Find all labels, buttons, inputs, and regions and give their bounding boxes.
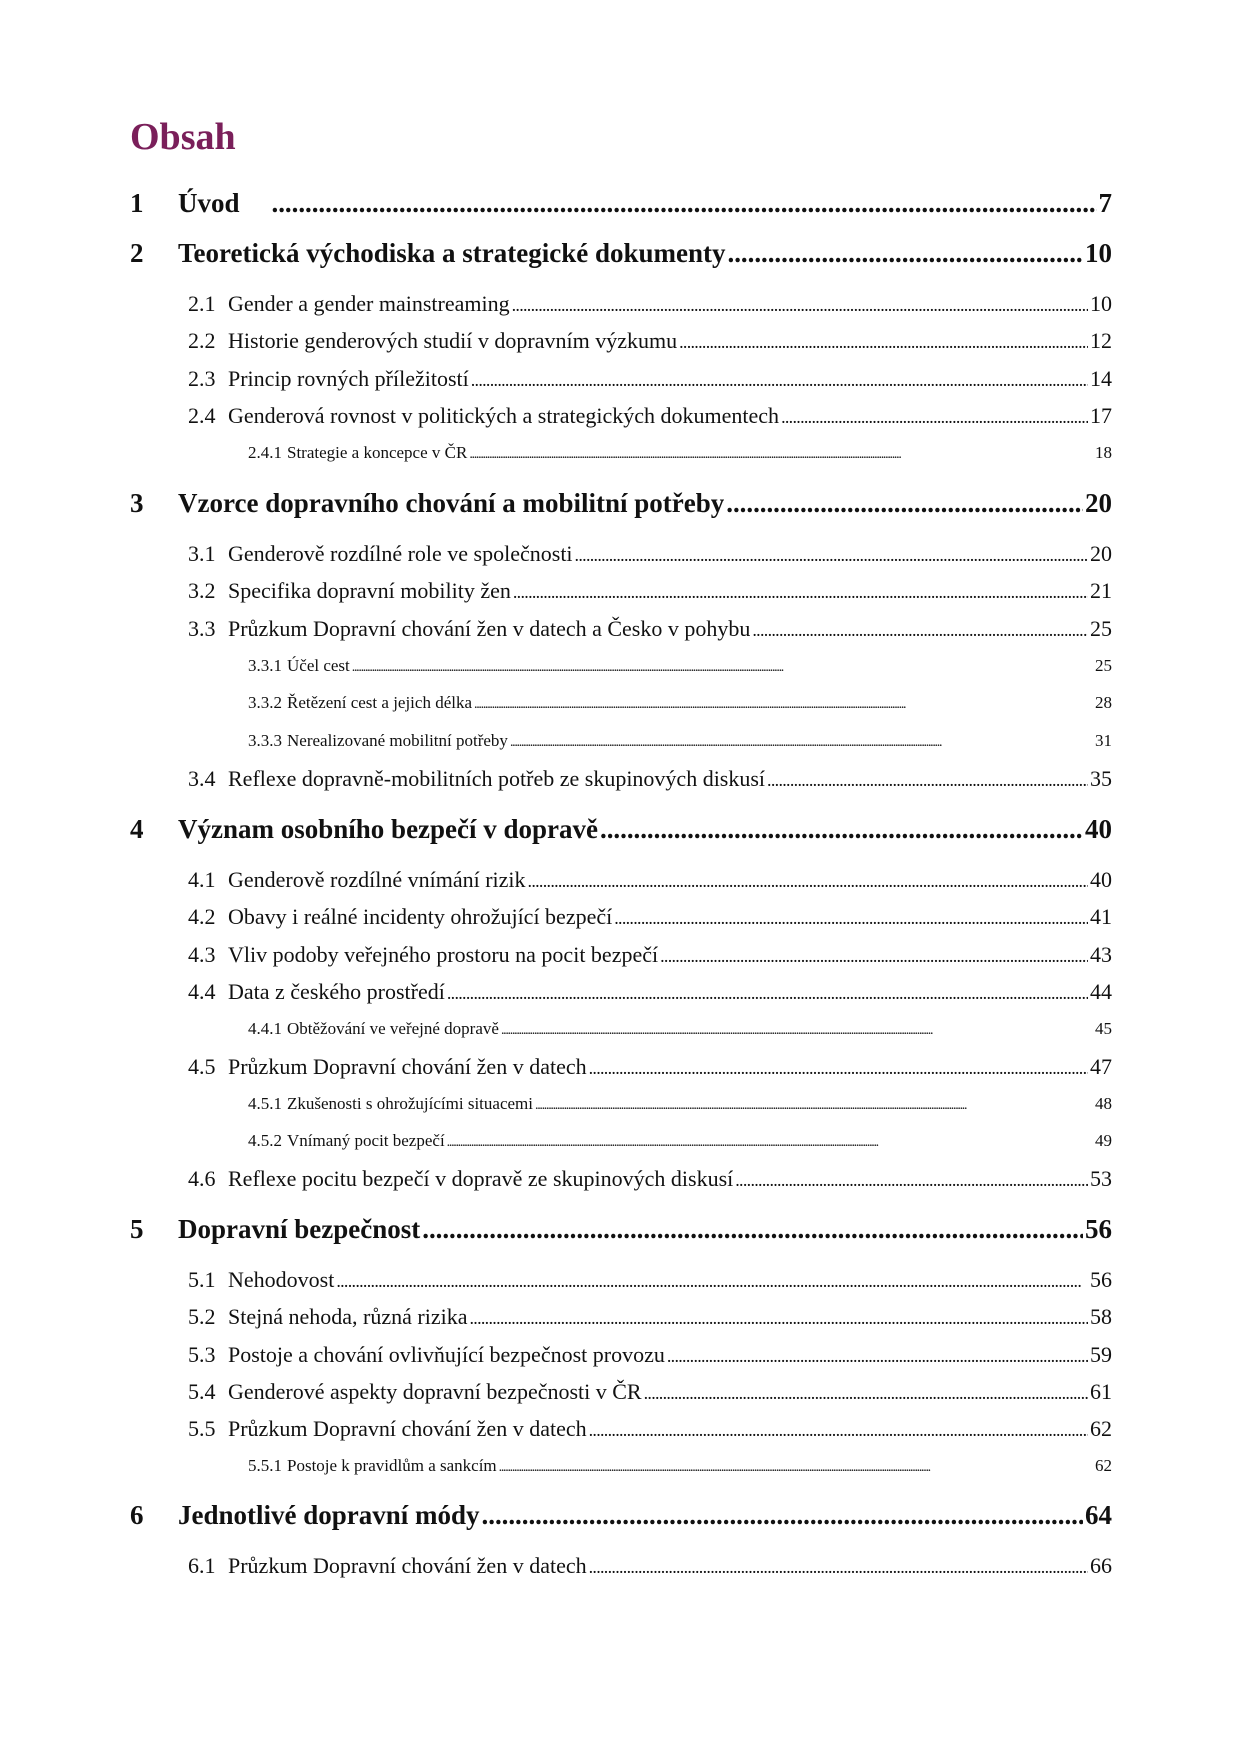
toc-entry-label: Genderově rozdílné role ve společnosti: [228, 541, 573, 566]
toc-entry[interactable]: [130, 867, 1112, 893]
toc-entry-page: 17: [1090, 403, 1112, 428]
toc-entry-number: 3.3.3: [248, 731, 282, 750]
toc-entry-page: 43: [1090, 942, 1112, 967]
toc-entry-label: Strategie a koncepce v ČR: [287, 443, 468, 462]
toc-entry-number: 5: [130, 1214, 144, 1244]
toc-entry-label: Nehodovost: [228, 1267, 335, 1292]
toc-entry[interactable]: [130, 328, 1112, 354]
toc-entry-page: 10: [1090, 291, 1112, 316]
toc-entry[interactable]: [130, 1456, 1112, 1476]
dot-leader: [447, 979, 1088, 1005]
dot-leader: [781, 403, 1088, 429]
toc-entry-number: 3: [130, 488, 144, 518]
toc-entry-number: 2.4.1: [248, 443, 282, 462]
toc-entry[interactable]: [130, 541, 1112, 567]
toc-entry-page: 28: [1095, 693, 1112, 712]
dot-leader: [535, 1094, 1093, 1114]
toc-entry-page: 66: [1090, 1553, 1112, 1578]
toc-entry[interactable]: [130, 366, 1112, 392]
toc-entry-number: 4.5.1: [248, 1094, 282, 1113]
toc-entry-label: Průzkum Dopravní chování žen v datech: [228, 1416, 587, 1441]
toc-entry-label: Zkušenosti s ohrožujícími situacemi: [287, 1094, 533, 1113]
dot-leader: [767, 766, 1088, 792]
toc-entry[interactable]: [130, 1094, 1112, 1114]
toc-entry[interactable]: [130, 1054, 1112, 1080]
dot-leader: [575, 541, 1088, 567]
toc-entry-label: Genderově rozdílné vnímání rizik: [228, 867, 526, 892]
toc-entry[interactable]: [130, 488, 1112, 519]
toc-entry-page: 18: [1095, 443, 1112, 462]
dot-leader: [589, 1416, 1088, 1442]
toc-entry-label: Nerealizované mobilitní potřeby: [287, 731, 508, 750]
toc-entry-label: Vnímaný pocit bezpečí: [287, 1131, 445, 1150]
toc-entry-page: 62: [1095, 1456, 1112, 1475]
toc-entry-label: Obtěžování ve veřejné dopravě: [287, 1019, 499, 1038]
toc-entry-number: 5.1: [188, 1267, 216, 1292]
toc-entry-page: 10: [1085, 238, 1112, 268]
toc-entry-page: 31: [1095, 731, 1112, 750]
toc-entry[interactable]: [130, 238, 1112, 269]
dot-leader: [589, 1054, 1088, 1080]
dot-leader: [614, 904, 1088, 930]
toc-entry-label: Stejná nehoda, různá rizika: [228, 1304, 468, 1329]
toc-entry-page: 40: [1085, 814, 1112, 844]
toc-entry-number: 6.1: [188, 1553, 216, 1578]
toc-entry[interactable]: [130, 443, 1112, 463]
toc-entry-label: Vliv podoby veřejného prostoru na pocit bezpečí: [228, 942, 659, 967]
toc-entry-label: Reflexe pocitu bezpečí v dopravě ze skupinových diskusí: [228, 1166, 734, 1191]
dot-leader: [600, 814, 1083, 845]
toc-entry-number: 5.5: [188, 1416, 216, 1441]
toc-entry-number: 3.3.2: [248, 693, 282, 712]
toc-entry-page: 40: [1090, 867, 1112, 892]
toc-entry-page: 61: [1090, 1379, 1112, 1404]
toc-entry[interactable]: [130, 656, 1112, 676]
toc-entry-page: 45: [1095, 1019, 1112, 1038]
toc-entry[interactable]: [130, 693, 1112, 713]
dot-leader: [482, 1500, 1083, 1531]
toc-entry-number: 3.3.1: [248, 656, 282, 675]
toc-entry-label: Jednotlivé dopravní módy: [178, 1500, 480, 1530]
dot-leader: [728, 238, 1083, 269]
toc-entry-number: 5.2: [188, 1304, 216, 1329]
toc-entry-number: 2.1: [188, 291, 216, 316]
toc-entry-number: 4.4.1: [248, 1019, 282, 1038]
dot-leader: [272, 188, 1097, 219]
toc-entry-label: Obavy i reálné incidenty ohrožující bezpečí: [228, 904, 613, 929]
toc-entry-label: Princip rovných příležitostí: [228, 366, 469, 391]
toc-entry-number: 1: [130, 188, 144, 218]
toc-entry[interactable]: [130, 1553, 1112, 1579]
toc-entry-label: Význam osobního bezpečí v dopravě: [178, 814, 599, 844]
toc-entry-page: 59: [1090, 1342, 1112, 1367]
toc-entry-label: Genderové aspekty dopravní bezpečnosti v ČR: [228, 1379, 642, 1404]
dot-leader: [726, 488, 1083, 519]
dot-leader: [660, 942, 1088, 968]
toc-entry[interactable]: [130, 942, 1112, 968]
toc-entry-label: Genderová rovnost v politických a strategických dokumentech: [228, 403, 780, 428]
toc-entry-label: Řetězení cest a jejich délka: [287, 693, 473, 712]
toc-entry[interactable]: [130, 731, 1112, 751]
toc-entry-number: 5.3: [188, 1342, 216, 1367]
toc-entry-number: 2.4: [188, 403, 216, 428]
toc-entry-number: 2.2: [188, 328, 216, 353]
toc-entry-page: 48: [1095, 1094, 1112, 1113]
toc-entry-page: 25: [1090, 616, 1112, 641]
toc-entry-label: Průzkum Dopravní chování žen v datech a Česko v pohybu: [228, 616, 751, 641]
toc-entry-number: 3.1: [188, 541, 216, 566]
toc-entry-number: 4.4: [188, 979, 216, 1004]
toc-entry[interactable]: [130, 1166, 1112, 1192]
toc-entry[interactable]: [130, 403, 1112, 429]
toc-entry-page: 7: [1098, 188, 1112, 218]
page-title: Obsah: [130, 116, 236, 158]
dot-leader: [471, 366, 1088, 392]
toc-entry-label: Historie genderových studií v dopravním výzkumu: [228, 328, 678, 353]
toc-entry[interactable]: [130, 766, 1112, 792]
toc-entry[interactable]: [130, 1500, 1112, 1531]
dot-leader: [667, 1342, 1088, 1368]
dot-leader: [474, 693, 1093, 713]
toc-entry-label: Úvod: [178, 188, 240, 218]
dot-leader: [735, 1166, 1088, 1192]
toc-entry-number: 4.1: [188, 867, 216, 892]
toc-entry-number: 2.3: [188, 366, 216, 391]
toc-entry-number: 4.5.2: [248, 1131, 282, 1150]
toc-entry-label: Teoretická východiska a strategické dokumenty: [178, 238, 726, 268]
toc-entry-page: 62: [1090, 1416, 1112, 1441]
dot-leader: [422, 1214, 1083, 1245]
toc-entry-page: 25: [1095, 656, 1112, 675]
dot-leader: [336, 1267, 1088, 1293]
toc-entry[interactable]: [130, 188, 1112, 219]
dot-leader: [469, 443, 1093, 463]
dot-leader: [644, 1379, 1088, 1405]
toc-entry[interactable]: [130, 904, 1112, 930]
toc-entry-page: 35: [1090, 766, 1112, 791]
toc-entry-number: 4.5: [188, 1054, 216, 1079]
toc-entry-label: Gender a gender mainstreaming: [228, 291, 510, 316]
toc-entry[interactable]: [130, 979, 1112, 1005]
toc-entry-page: 12: [1090, 328, 1112, 353]
dot-leader: [469, 1304, 1088, 1330]
toc-entry[interactable]: [130, 1214, 1112, 1245]
toc-entry-number: 3.2: [188, 578, 216, 603]
toc-entry-label: Reflexe dopravně-mobilitních potřeb ze skupinových diskusí: [228, 766, 766, 791]
dot-leader: [501, 1019, 1093, 1039]
toc-entry-page: 20: [1085, 488, 1112, 518]
toc-entry[interactable]: [130, 1342, 1112, 1368]
dot-leader: [679, 328, 1088, 354]
dot-leader: [447, 1131, 1093, 1151]
toc-entry-page: 56: [1085, 1214, 1112, 1244]
toc-entry-number: 3.4: [188, 766, 216, 791]
toc-entry-page: 20: [1090, 541, 1112, 566]
toc-entry-label: Průzkum Dopravní chování žen v datech: [228, 1054, 587, 1079]
toc-entry[interactable]: [130, 1304, 1112, 1330]
dot-leader: [499, 1456, 1093, 1476]
toc-entry-number: 4.3: [188, 942, 216, 967]
toc-entry-number: 5.4: [188, 1379, 216, 1404]
dot-leader: [512, 291, 1088, 317]
toc-entry[interactable]: [130, 1416, 1112, 1442]
toc-entry[interactable]: [130, 616, 1112, 642]
toc-entry[interactable]: [130, 1131, 1112, 1151]
dot-leader: [510, 731, 1093, 751]
toc-entry[interactable]: [130, 1019, 1112, 1039]
toc-entry-number: 2: [130, 238, 144, 268]
toc-entry-label: Postoje k pravidlům a sankcím: [287, 1456, 497, 1475]
toc-entry-page: 41: [1090, 904, 1112, 929]
toc-entry-number: 4: [130, 814, 144, 844]
dot-leader: [352, 656, 1093, 676]
toc-entry-number: 6: [130, 1500, 144, 1530]
toc-entry-number: 4.2: [188, 904, 216, 929]
dot-leader: [513, 578, 1088, 604]
toc-entry-label: Dopravní bezpečnost: [178, 1214, 421, 1244]
toc-entry[interactable]: [130, 1267, 1112, 1293]
toc-entry-number: 5.5.1: [248, 1456, 282, 1475]
toc-entry-page: 14: [1090, 366, 1112, 391]
toc-entry-label: Data z českého prostředí: [228, 979, 445, 1004]
toc-entry[interactable]: [130, 291, 1112, 317]
toc-entry-label: Průzkum Dopravní chování žen v datech: [228, 1553, 587, 1578]
toc-entry-number: 3.3: [188, 616, 216, 641]
toc-entry-number: 4.6: [188, 1166, 216, 1191]
toc-entry[interactable]: [130, 1379, 1112, 1405]
toc-entry-label: Vzorce dopravního chování a mobilitní potřeby: [178, 488, 725, 518]
toc-entry-page: 49: [1095, 1131, 1112, 1150]
toc-entry[interactable]: [130, 578, 1112, 604]
toc-entry-label: Účel cest: [287, 656, 350, 675]
toc-entry-label: Postoje a chování ovlivňující bezpečnost provozu: [228, 1342, 665, 1367]
toc-entry-page: 58: [1090, 1304, 1112, 1329]
toc-entry-page: 21: [1090, 578, 1112, 603]
toc-entry-page: 47: [1090, 1054, 1112, 1079]
dot-leader: [528, 867, 1088, 893]
toc-entry-page: 64: [1085, 1500, 1112, 1530]
toc-entry-page: 44: [1090, 979, 1112, 1004]
toc-entry-page: 56: [1090, 1267, 1112, 1292]
toc-entry[interactable]: [130, 814, 1112, 845]
dot-leader: [589, 1553, 1088, 1579]
toc-entry-label: Specifika dopravní mobility žen: [228, 578, 511, 603]
dot-leader: [752, 616, 1088, 642]
toc-entry-page: 53: [1090, 1166, 1112, 1191]
